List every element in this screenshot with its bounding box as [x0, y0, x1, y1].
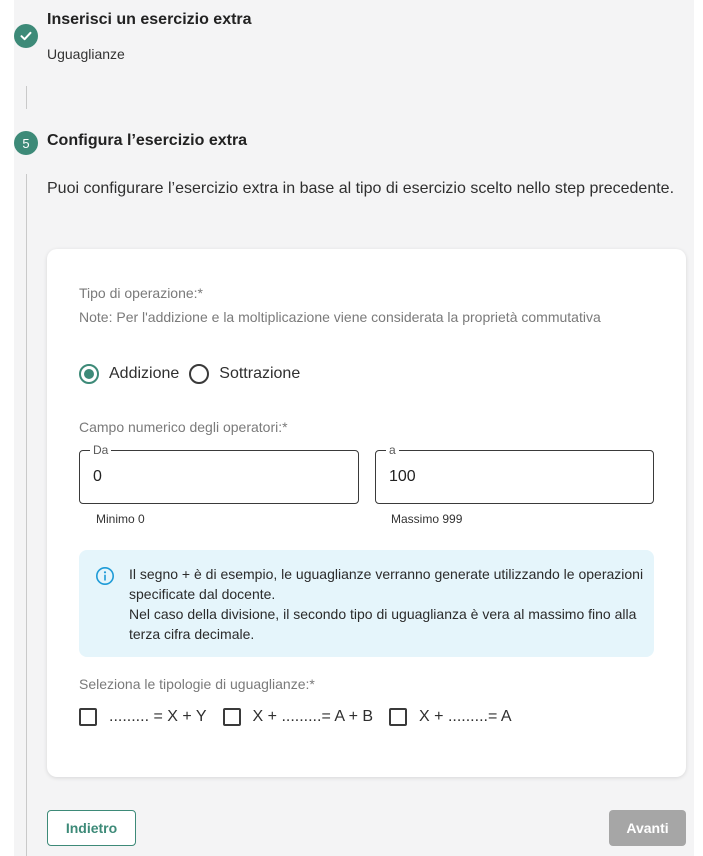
step-4-title[interactable]: Inserisci un esercizio extra: [47, 11, 252, 28]
equalities-label: Seleziona le tipologie di uguaglianze:*: [79, 676, 315, 692]
info-text-line-1: Il segno + è di esempio, le uguaglianze verranno generate utilizzando le operazioni specificate dal docente.: [129, 566, 644, 602]
equality-checkbox-3-label[interactable]: X + .........= A: [419, 708, 512, 725]
equality-checkbox-1-label[interactable]: ......... = X + Y: [109, 708, 207, 725]
step-5-title: Configura l’esercizio extra: [47, 132, 248, 149]
operation-note: Note: Per l'addizione e la moltiplicazione viene considerata la proprietà commutativa: [79, 309, 601, 325]
range-to-helper: Massimo 999: [391, 512, 463, 526]
info-text-line-2: Nel caso della divisione, il secondo tipo di uguaglianza è vera al massimo fino alla terza cifra decimale.: [129, 606, 637, 642]
back-button[interactable]: Indietro: [47, 810, 136, 846]
range-from-field: [79, 443, 359, 504]
check-icon: [19, 29, 33, 43]
operator-range-label: Campo numerico degli operatori:*: [79, 419, 288, 435]
equality-checkbox-2-label[interactable]: X + .........= A + B: [252, 708, 374, 725]
step-4-completed-badge: [14, 24, 38, 48]
info-box: [79, 550, 654, 657]
range-from-input[interactable]: [93, 465, 341, 489]
step-5-content-line: [26, 174, 27, 856]
step-5-badge: 5: [14, 131, 38, 155]
range-from-helper: Minimo 0: [96, 512, 145, 526]
range-to-field: [375, 443, 654, 504]
operation-radio-group: [79, 362, 310, 386]
step-5-description: Puoi configurare l’esercizio extra in base al tipo di esercizio scelto nello step precedente.: [47, 180, 675, 197]
operation-type-label: Tipo di operazione:*: [79, 285, 204, 301]
step-connector: [26, 86, 27, 109]
radio-addizione-label[interactable]: Addizione: [109, 365, 180, 382]
range-from-legend: Da: [90, 443, 111, 457]
info-text: [129, 564, 644, 644]
info-icon: [95, 566, 115, 586]
radio-sottrazione-label[interactable]: Sottrazione: [219, 365, 301, 382]
equality-checkbox-2[interactable]: [223, 708, 241, 726]
range-to-legend: a: [386, 443, 399, 457]
equality-checkbox-1[interactable]: [79, 708, 97, 726]
equalities-checkbox-group: [79, 706, 528, 728]
next-button[interactable]: Avanti: [609, 810, 686, 846]
equality-checkbox-3[interactable]: [389, 708, 407, 726]
range-to-input[interactable]: [389, 465, 636, 489]
step-4-summary: Uguaglianze: [47, 46, 125, 62]
radio-sottrazione[interactable]: [189, 364, 209, 384]
radio-addizione[interactable]: [79, 364, 99, 384]
